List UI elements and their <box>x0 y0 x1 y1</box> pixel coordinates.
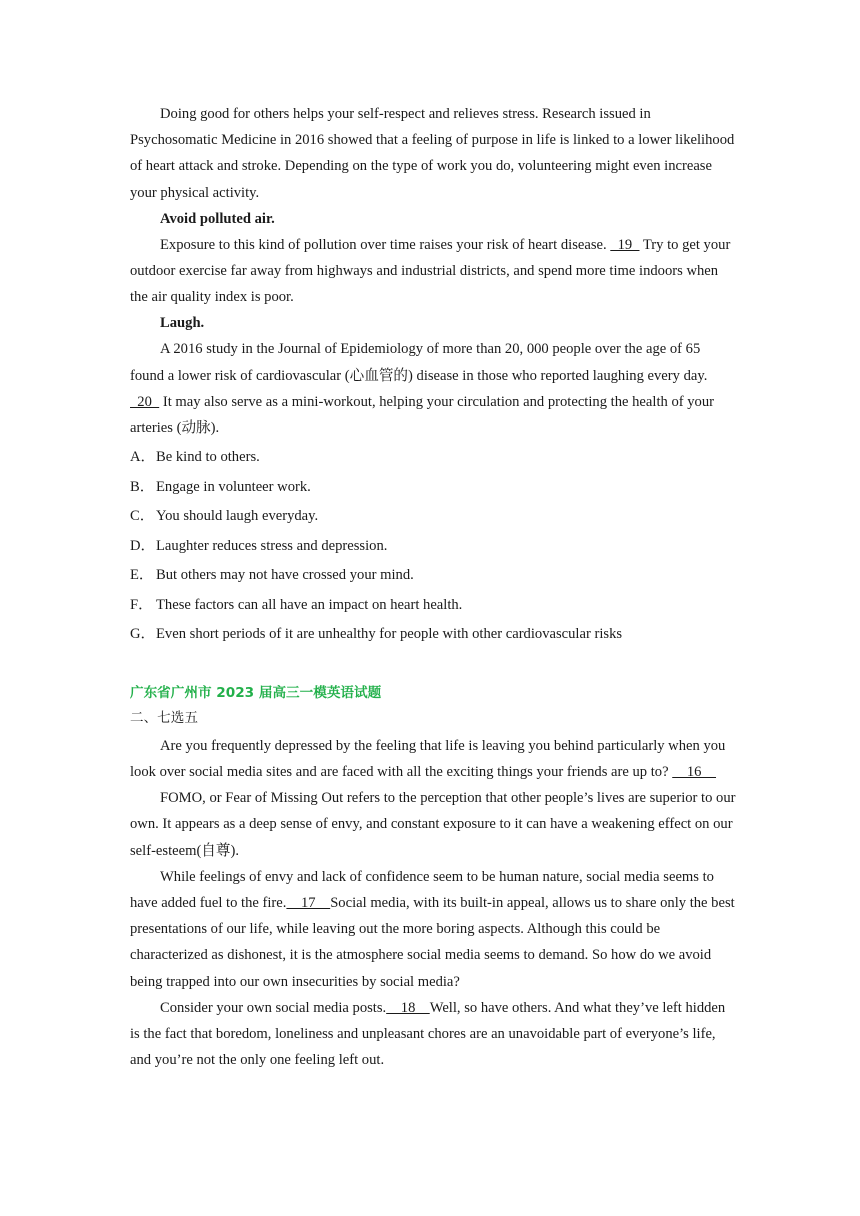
option-letter: G． <box>130 626 156 643</box>
option-d <box>130 532 736 562</box>
option-text: Be kind to others. <box>156 449 260 466</box>
option-text: Engage in volunteer work. <box>156 478 311 495</box>
paragraph-volunteering: Doing good for others helps your self-respect and relieves stress. Research issued in Psychosomatic Medicine in 2016 showed that a feeling of purpose in life is linked to a lower likelihood of heart attack and stroke. Depending on the type of work you do, volunteering might even increase your physical activity. <box>130 106 735 201</box>
option-b <box>130 473 736 503</box>
paragraph-text: While feelings of envy and lack of confidence seem to be human nature, social media seems to have added fuel to the fire. <box>130 868 714 911</box>
blank-17: 17 <box>286 894 331 911</box>
paragraph-fomo-definition: FOMO, or Fear of Missing Out refers to the perception that other people’s lives are superior to our own. It appears as a deep sense of envy, and constant exposure to it can have a weakening effect on our self-esteem(自尊). <box>130 790 736 859</box>
option-text: Even short periods of it are unhealthy for people with other cardiovascular risks <box>156 626 623 643</box>
option-e <box>130 561 736 591</box>
option-text: But others may not have crossed your mind. <box>156 567 414 584</box>
heading-laugh: Laugh. <box>160 315 205 332</box>
document-page <box>130 101 736 1073</box>
option-f <box>130 591 736 621</box>
blank-18: 18 <box>386 999 430 1016</box>
section-subtitle: 二、七选五 <box>130 709 198 726</box>
option-letter: D． <box>130 537 156 554</box>
option-c <box>130 502 736 532</box>
paragraph-polluted-air <box>130 232 736 311</box>
paragraph-text: Social media, with its built-in appeal, allows us to share only the best presentations of our life, while leaving out the more boring aspects. Although this could be characterized as dishonest, it is the atmosphere social media seems to demand. So how do we avoid being trapped into our own insecurities by social media? <box>130 894 735 990</box>
paragraph-fomo-intro <box>130 733 736 785</box>
option-letter: A． <box>130 449 156 466</box>
section-gap <box>130 650 736 680</box>
paragraph-laugh <box>130 336 736 441</box>
paragraph-text: A 2016 study in the Journal of Epidemiology of more than 20, 000 people over the age of 65 found a lower risk of cardiovascular (心血管的) disease in those who reported laughing every day. <box>130 341 708 384</box>
paragraph-text: Exposure to this kind of pollution over time raises your risk of heart disease. <box>160 236 611 253</box>
paragraph-text: Are you frequently depressed by the feeling that life is leaving you behind particularly when you look over social media sites and are faced with all the exciting things your friends are up to? <box>130 737 726 780</box>
blank-16: 16 <box>672 763 717 780</box>
answer-options <box>130 443 736 650</box>
option-letter: C． <box>130 508 155 525</box>
option-a <box>130 443 736 473</box>
paragraph-text: Well, so have others. And what they’ve left hidden is the fact that boredom, loneliness and unpleasant chores are an unavoidable part of everyone’s life, and you’re not the only one feeling left out. <box>130 999 726 1069</box>
option-letter: E． <box>130 567 154 584</box>
option-text: These factors can all have an impact on heart health. <box>156 596 463 613</box>
heading-avoid-polluted-air: Avoid polluted air. <box>160 210 275 227</box>
paragraph-text: Consider your own social media posts. <box>160 999 387 1016</box>
blank-19: 19 <box>610 236 640 253</box>
paragraph-own-posts <box>130 995 736 1074</box>
blank-20: 20 <box>130 393 160 410</box>
paragraph-text: It may also serve as a mini-workout, helping your circulation and protecting the health of your arteries (动脉). <box>130 393 714 437</box>
option-letter: B． <box>130 478 155 495</box>
paragraph-text: Try to get your outdoor exercise far away from highways and industrial districts, and spend more time indoors when the air quality index is poor. <box>130 236 731 306</box>
option-letter: F． <box>130 596 153 613</box>
section-title: 广东省广州市 2023 届高三一模英语试题 <box>130 684 382 701</box>
option-text: You should laugh everyday. <box>156 508 319 525</box>
paragraph-envy <box>130 864 736 995</box>
option-text: Laughter reduces stress and depression. <box>156 537 388 554</box>
option-g <box>130 620 736 650</box>
